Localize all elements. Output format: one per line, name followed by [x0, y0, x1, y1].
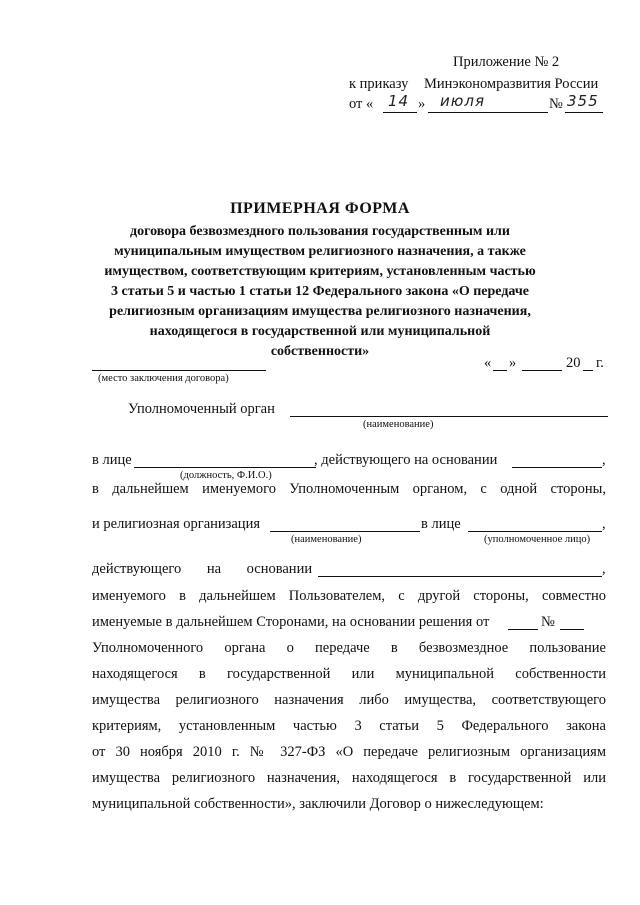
- order-month-handwritten: июля: [440, 92, 485, 110]
- order-date-prefix: от «: [349, 96, 374, 112]
- organization-name-caption: (наименование): [291, 534, 362, 545]
- in-person-label: в лице: [92, 452, 132, 468]
- appendix-label: Приложение № 2: [453, 54, 560, 70]
- order-number-prefix: №: [549, 96, 563, 112]
- decision-date-line: [508, 629, 538, 630]
- paragraph-line-6: критериям, установленным частью 3 статьи 5 Федерального закона: [92, 718, 606, 734]
- paragraph-line-4: находящегося в государственной или муниципальной собственности: [92, 666, 606, 682]
- religious-basis-line: [318, 576, 602, 577]
- contract-month-line: [522, 370, 562, 371]
- order-number-underline: [565, 112, 603, 113]
- order-month-underline: [428, 112, 548, 113]
- document-subtitle: договора безвозмездного пользования государственным или муниципальным имуществом религиозного назначения, а также имуществом, соответствующим критериям, установленным частью 3 статьи 5 и частью 1 статьи 12 Федерального закона «О передаче религиозным организациям имущества религиозного назначения, находящегося в государственной или муниципальной собственности»: [104, 224, 536, 359]
- place-of-signing-line: [92, 370, 266, 371]
- order-day-handwritten: 14: [388, 92, 410, 110]
- religious-basis-comma: ,: [602, 561, 606, 577]
- ministry-name: Минэкономразвития России: [424, 76, 599, 92]
- contract-year-suffix: г.: [596, 355, 604, 371]
- paragraph-line-7: от 30 ноября 2010 г. № 327-ФЗ «О передаче религиозным организациям: [92, 744, 606, 760]
- paragraph-line-2: именуемые в дальнейшем Сторонами, на основании решения от: [92, 614, 490, 630]
- paragraph-line-5: имущества религиозного назначения либо имущества, соответствующего: [92, 692, 606, 708]
- document-title: ПРИМЕРНАЯ ФОРМА: [230, 200, 410, 217]
- acting-on-basis-words: действующего на основании: [92, 561, 313, 577]
- religious-organization-name-line: [270, 531, 420, 532]
- authorized-body-caption: (наименование): [363, 419, 434, 430]
- contract-date-quote-open: «: [484, 355, 492, 371]
- in-person-label-2: в лице: [421, 516, 461, 532]
- authority-basis-comma: ,: [602, 452, 606, 468]
- paragraph-line-8: имущества религиозного назначения, находящегося в государственной или: [92, 770, 606, 786]
- contract-year-prefix: 20: [566, 355, 581, 371]
- decision-number-line: [560, 629, 584, 630]
- decision-number-sign: №: [541, 614, 555, 630]
- contract-day-line: [493, 370, 507, 371]
- authorized-body-name-line: [290, 416, 608, 417]
- representative-comma: ,: [602, 516, 606, 532]
- authorized-representative-caption: (уполномоченное лицо): [484, 534, 591, 545]
- authorized-body-label: Уполномоченный орган: [128, 401, 275, 417]
- representative-name-line: [468, 531, 602, 532]
- authority-basis-line: [512, 467, 602, 468]
- authority-hereinafter-line: в дальнейшем именуемого Уполномоченным органом, с одной стороны,: [92, 481, 606, 497]
- religious-organization-label: и религиозная организация: [92, 516, 260, 532]
- order-number-handwritten: 355: [567, 92, 599, 110]
- order-date-mid: »: [418, 96, 426, 112]
- acting-on-basis-text: [92, 561, 312, 578]
- order-reference-label: к приказу: [349, 76, 409, 92]
- contract-year-line: [583, 370, 593, 371]
- paragraph-line-3: Уполномоченного органа о передаче в безвозмездное пользование: [92, 640, 606, 656]
- official-name-line: [134, 467, 316, 468]
- paragraph-line-1: именуемого в дальнейшем Пользователем, с другой стороны, совместно: [92, 588, 606, 604]
- order-day-underline: [383, 112, 417, 113]
- place-of-signing-caption: (место заключения договора): [98, 373, 229, 384]
- acting-on-basis-label: , действующего на основании: [314, 452, 498, 468]
- contract-date-quote-close: »: [509, 355, 517, 371]
- official-position-caption: (должность, Ф.И.О.): [180, 470, 272, 481]
- paragraph-line-9: муниципальной собственности», заключили Договор о нижеследующем:: [92, 796, 544, 812]
